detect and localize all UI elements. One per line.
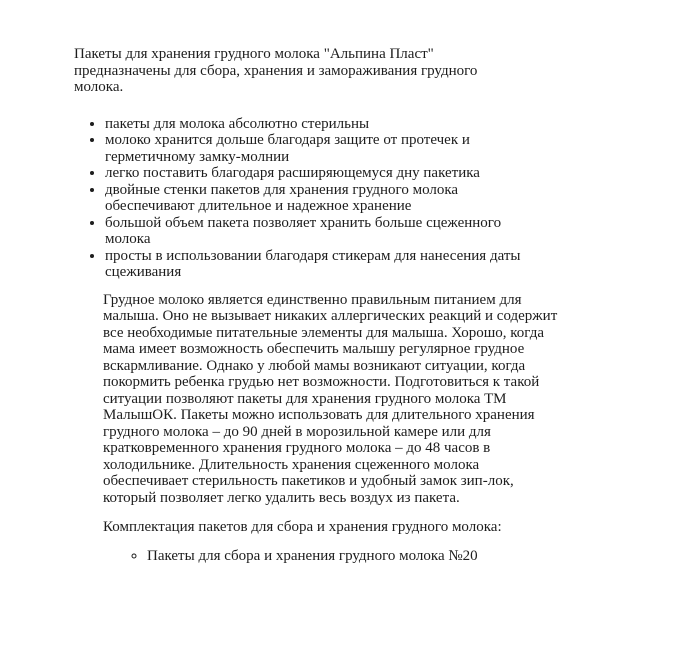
feature-list-item: • легко поставить благодаря расширяющемуся дну пакетика — [105, 165, 545, 182]
feature-list-item: • пакеты для молока абсолютно стерильны — [105, 116, 545, 133]
intro-paragraph: Пакеты для хранения грудного молока "Альпина Пласт" предназначены для сбора, хранения и замораживания грудного молока. — [74, 46, 478, 95]
features-list — [105, 116, 545, 281]
body-paragraph: Грудное молоко является единственно правильным питанием для малыша. Оно не вызывает никаких аллергических реакций и содержит все необходимые питательные элементы для малыша. Хорошо, когда мама имеет возможность обеспечить малышу регулярное грудное вскармливание. Однако у любой мамы возникают ситуации, когда покормить ребенка грудью нет возможности. Подготовиться к такой ситуации позволяют пакеты для хранения грудного молока ТМ МалышОК. Пакеты можно использовать для длительного хранения грудного молока – до 90 дней в морозильной камере или для кратковременного хранения грудного молока – до 48 часов в холодильнике. Длительность хранения сцеженного молока обеспечивает стерильность пакетиков и удобный замок зип-лок, который позволяет легко удалить весь воздух из пакета. — [103, 291, 558, 506]
package-list — [147, 548, 577, 565]
package-heading: Комплектация пакетов для сбора и хранения грудного молока: — [103, 519, 502, 535]
feature-list-item: • большой объем пакета позволяет хранить больше сцеженного молока — [105, 215, 545, 248]
feature-list-item: • молоко хранится дольше благодаря защите от протечек и герметичному замку-молнии — [105, 132, 545, 165]
feature-list-item: • двойные стенки пакетов для хранения грудного молока обеспечивают длительное и надежное хранение — [105, 182, 545, 215]
package-list-item: ◦ Пакеты для сбора и хранения грудного молока №20 — [147, 548, 577, 565]
feature-list-item: • просты в использовании благодаря стикерам для нанесения даты сцеживания — [105, 248, 545, 281]
